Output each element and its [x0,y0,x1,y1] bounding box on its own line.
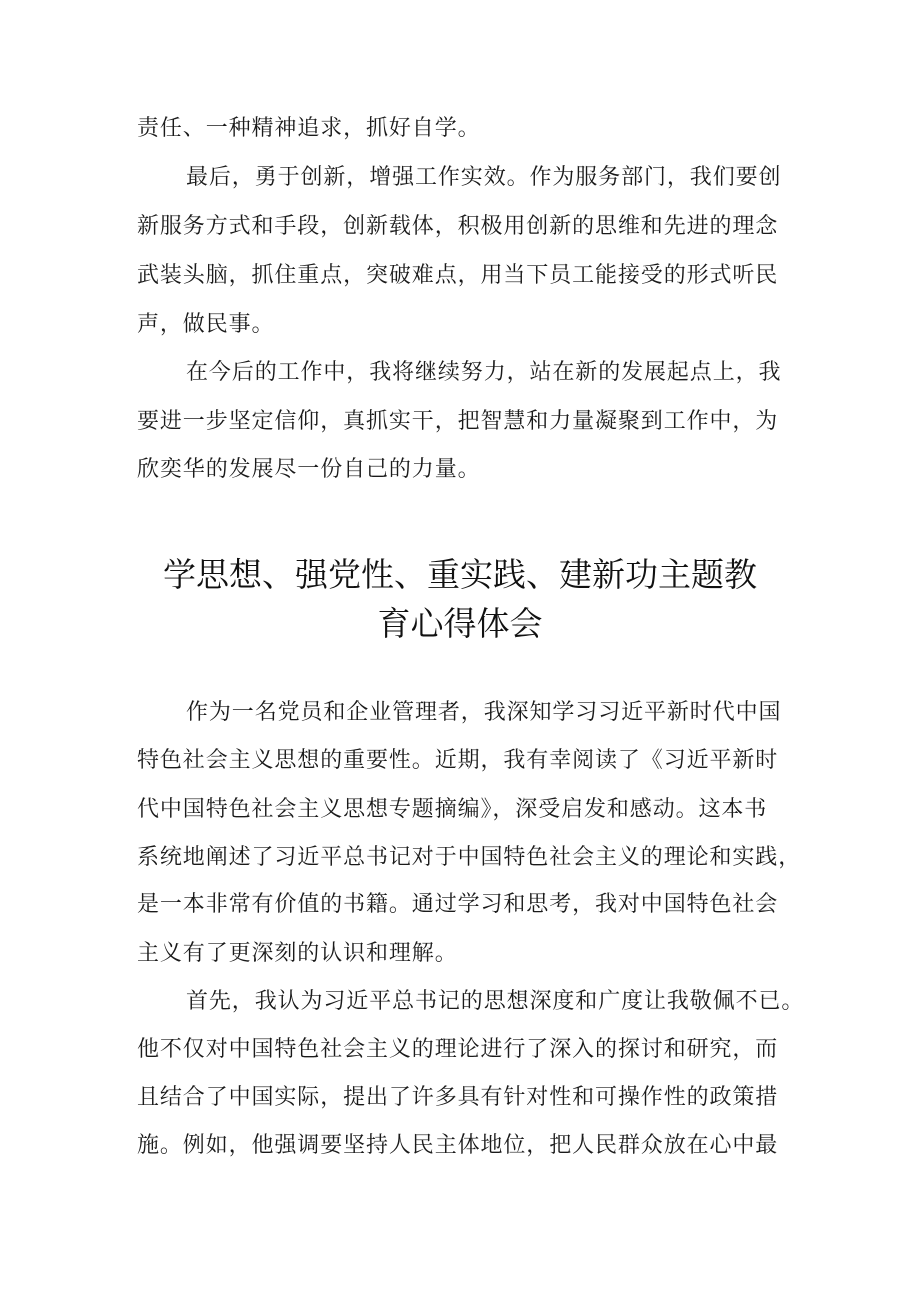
paragraph-line: 新服务方式和手段，创新载体，积极用创新的思维和先进的理念 [137,214,779,239]
paragraph-line: 系统地阐述了习近平总书记对于中国特色社会主义的理论和实践， [137,845,802,870]
paragraph-line: 是一本非常有价值的书籍。通过学习和思考，我对中国特色社会 [137,892,779,917]
paragraph-line: 作为一名党员和企业管理者，我深知学习习近平新时代中国 [186,700,782,725]
paragraph-line: 责任、一种精神追求，抓好自学。 [137,116,481,141]
paragraph-line: 且结合了中国实际，提出了许多具有针对性和可操作性的政策措 [137,1085,779,1110]
paragraph-line: 欣奕华的发展尽一份自己的力量。 [137,457,481,482]
paragraph-line: 施。例如，他强调要坚持人民主体地位，把人民群众放在心中最 [137,1133,779,1158]
paragraph-line: 最后，勇于创新，增强工作实效。作为服务部门，我们要创 [186,165,782,190]
paragraph-line: 在今后的工作中，我将继续努力，站在新的发展起点上，我 [186,360,782,385]
paragraph-line: 声，做民事。 [137,312,275,337]
paragraph-line: 代中国特色社会主义思想专题摘编》，深受启发和感动。这本书 [137,797,768,822]
paragraph-line: 要进一步坚定信仰，真抓实干，把智慧和力量凝聚到工作中，为 [137,409,779,434]
article-title: 学思想、强党性、重实践、建新功主题教 [163,555,757,594]
paragraph-line: 武装头脑，抓住重点，突破难点，用当下员工能接受的形式听民 [137,263,779,288]
article-title: 育心得体会 [377,604,543,643]
paragraph-line: 主义有了更深刻的认识和理解。 [137,941,458,966]
paragraph-line: 他不仅对中国特色社会主义的理论进行了深入的探讨和研究，而 [137,1037,779,1062]
paragraph-line: 特色社会主义思想的重要性。近期，我有幸阅读了《习近平新时 [137,748,779,773]
paragraph-line: 首先，我认为习近平总书记的思想深度和广度让我敬佩不已。 [186,989,805,1014]
